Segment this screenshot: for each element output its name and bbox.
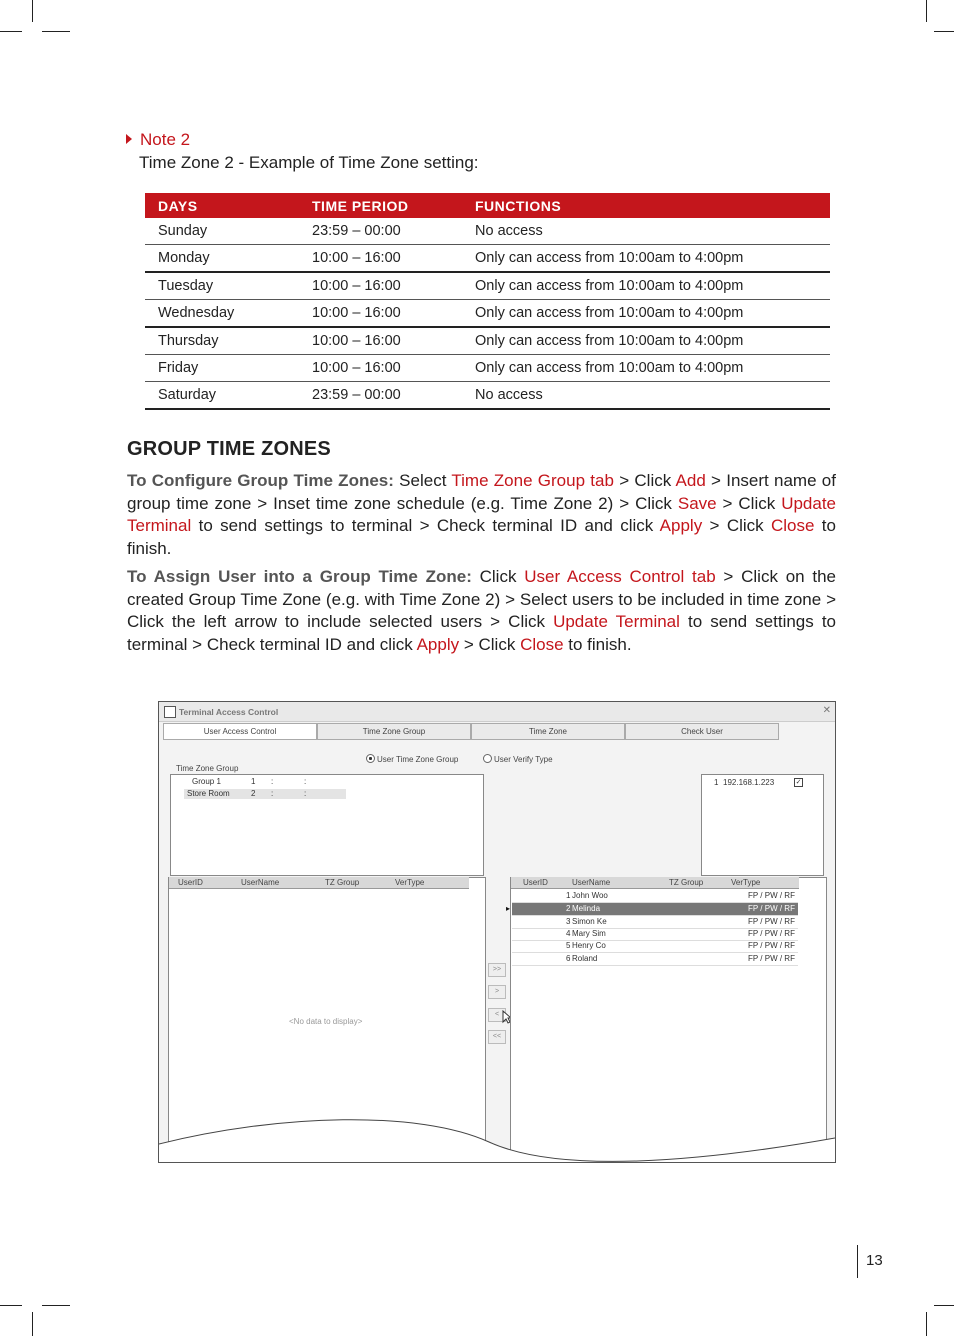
table-row[interactable]	[512, 890, 798, 903]
user-name: Melinda	[572, 904, 601, 913]
window-title: Terminal Access Control	[179, 707, 279, 717]
user-type: FP / PW / RF	[748, 904, 795, 913]
radio-label: User Verify Type	[494, 755, 553, 764]
user-type: FP / PW / RF	[748, 929, 795, 938]
row-pointer-icon: ▸	[506, 904, 511, 913]
move-all-left-button[interactable]: <<	[488, 1030, 506, 1044]
crop-mark	[926, 0, 927, 22]
user-name: Simon Ke	[572, 917, 607, 926]
table-row	[145, 218, 830, 245]
link-time-zone-group-tab: Time Zone Group tab	[451, 471, 614, 490]
link-close: Close	[771, 516, 815, 535]
col-header: UserName	[241, 878, 280, 887]
col-header: TZ Group	[325, 878, 360, 887]
group-name: Store Room	[187, 789, 230, 798]
user-id: 6	[566, 954, 571, 963]
link-update-terminal: Update Terminal	[553, 612, 680, 631]
link-add: Add	[675, 471, 706, 490]
col-header: VerType	[395, 878, 425, 887]
user-name: John Woo	[572, 891, 608, 900]
move-all-right-button[interactable]: >>	[488, 963, 506, 977]
window-title-bar	[159, 702, 835, 722]
table-row	[145, 300, 830, 328]
cell-period: 10:00 – 16:00	[299, 245, 462, 273]
table-row[interactable]	[512, 953, 798, 966]
table-header-row	[145, 193, 830, 218]
tab-time-zone[interactable]: Time Zone	[471, 723, 625, 740]
configure-paragraph	[127, 470, 836, 560]
note-label: Note 2	[140, 130, 191, 149]
cell-day: Sunday	[145, 218, 299, 245]
text: to finish.	[127, 516, 836, 558]
para-lead: To Configure Group Time Zones:	[127, 471, 394, 490]
user-name: Mary Sim	[572, 929, 606, 938]
assign-paragraph	[127, 566, 836, 656]
cell-function: Only can access from 10:00am to 4:00pm	[462, 272, 830, 300]
group-number: 2	[251, 789, 256, 798]
table-row	[145, 327, 830, 355]
user-id: 5	[566, 941, 571, 950]
text: to send settings to terminal > Check terminal ID and click	[127, 612, 837, 654]
user-type: FP / PW / RF	[748, 917, 795, 926]
group-start: :	[271, 777, 274, 786]
cell-period: 10:00 – 16:00	[299, 272, 462, 300]
terminal-list	[701, 774, 824, 876]
table-row	[145, 355, 830, 382]
col-header: TZ Group	[669, 878, 704, 887]
link-apply: Apply	[659, 516, 703, 535]
group-start: :	[271, 789, 274, 798]
group-end: :	[304, 777, 307, 786]
cell-day: Wednesday	[145, 300, 299, 328]
section-title: GROUP TIME ZONES	[127, 438, 331, 460]
table-row	[145, 245, 830, 273]
radio-label: User Time Zone Group	[377, 755, 459, 764]
cell-period: 10:00 – 16:00	[299, 300, 462, 328]
cell-day: Tuesday	[145, 272, 299, 300]
triangle-bullet-icon	[126, 134, 132, 144]
move-right-button[interactable]: >	[488, 985, 506, 999]
header-time-period: TIME PERIOD	[299, 193, 462, 218]
header-functions: FUNCTIONS	[462, 193, 830, 218]
no-data-message: <No data to display>	[289, 1017, 363, 1026]
cell-function: No access	[462, 218, 830, 245]
col-header: VerType	[731, 878, 761, 887]
cell-function: Only can access from 10:00am to 4:00pm	[462, 300, 830, 328]
header-days: DAYS	[145, 193, 299, 218]
table-row[interactable]	[506, 903, 798, 916]
radio-icon	[483, 754, 492, 763]
link-apply: Apply	[416, 634, 460, 654]
terminal-id: 1	[714, 778, 719, 787]
table-row[interactable]	[512, 940, 798, 953]
link-user-access-control-tab: User Access Control tab	[524, 567, 716, 586]
text: > Click	[716, 493, 782, 513]
text: > Click	[702, 516, 771, 535]
time-zone-table	[145, 193, 830, 410]
radio-selected-icon	[366, 754, 375, 763]
user-id: 4	[566, 929, 571, 938]
para-lead: To Assign User into a Group Time Zone:	[127, 567, 472, 586]
crop-mark	[42, 1305, 70, 1306]
text: > Click	[459, 634, 521, 654]
list-item[interactable]	[184, 777, 346, 787]
cell-day: Monday	[145, 245, 299, 273]
cell-period: 23:59 – 00:00	[299, 382, 462, 410]
link-save: Save	[677, 493, 717, 513]
text: to finish.	[563, 634, 632, 654]
tab-check-user[interactable]: Check User	[625, 723, 779, 740]
close-icon[interactable]: ✕	[822, 705, 831, 716]
user-id: 3	[566, 917, 571, 926]
text: Click	[471, 567, 525, 586]
crop-mark	[32, 1312, 33, 1336]
text: > Insert name of group time zone > Inset time zone schedule (e.g. Time Zone 2) > Click	[127, 471, 836, 513]
table-row	[145, 272, 830, 300]
crop-mark	[0, 31, 22, 32]
note-subtitle: Time Zone 2 - Example of Time Zone setting:	[139, 153, 479, 172]
col-header: UserName	[572, 878, 611, 887]
group-end: :	[304, 789, 307, 798]
tab-user-access-control[interactable]: User Access Control	[163, 723, 317, 740]
group-name: Group 1	[192, 777, 221, 786]
left-grid-header	[169, 877, 469, 889]
user-id: 2	[566, 904, 571, 913]
radio-user-time-zone-group[interactable]	[366, 754, 458, 764]
user-type: FP / PW / RF	[748, 954, 795, 963]
cell-function: Only can access from 10:00am to 4:00pm	[462, 327, 830, 355]
cell-function: Only can access from 10:00am to 4:00pm	[462, 355, 830, 382]
app-icon	[164, 706, 176, 718]
page-number-bar	[857, 1245, 858, 1278]
text: Select	[393, 471, 452, 490]
cell-day: Thursday	[145, 327, 299, 355]
group-number: 1	[251, 777, 256, 786]
col-header: UserID	[178, 878, 203, 887]
page-number: 13	[866, 1252, 883, 1269]
torn-edge-decoration	[159, 1102, 835, 1163]
list-item[interactable]	[184, 789, 346, 799]
group-box-label: Time Zone Group	[176, 764, 239, 773]
move-left-button[interactable]: <	[488, 1008, 506, 1022]
cell-function: No access	[462, 382, 830, 410]
terminal-access-window	[158, 701, 836, 1163]
link-close: Close	[520, 634, 564, 654]
col-header: UserID	[523, 878, 548, 887]
crop-mark	[32, 0, 33, 22]
crop-mark	[926, 1312, 927, 1336]
text: > Click on the created Group Time Zone (e.g. with Time Zone 2) > Select users to be included in time zone > Click the left arrow to include selected users > Click	[127, 567, 836, 631]
user-id: 1	[566, 891, 571, 900]
radio-user-verify-type[interactable]	[483, 754, 553, 764]
user-type: FP / PW / RF	[748, 891, 795, 900]
cell-period: 23:59 – 00:00	[299, 218, 462, 245]
crop-mark	[0, 1305, 22, 1306]
note-heading	[126, 130, 190, 150]
cell-function: Only can access from 10:00am to 4:00pm	[462, 245, 830, 273]
cell-day: Friday	[145, 355, 299, 382]
cell-day: Saturday	[145, 382, 299, 410]
cell-period: 10:00 – 16:00	[299, 355, 462, 382]
user-name: Roland	[572, 954, 598, 963]
text: to send settings to terminal > Check terminal ID and click	[191, 516, 660, 535]
right-grid-header	[511, 877, 799, 889]
cell-period: 10:00 – 16:00	[299, 327, 462, 355]
user-name: Henry Co	[572, 941, 606, 950]
terminal-checkbox[interactable]: ✓	[795, 779, 802, 786]
text: > Click	[613, 471, 676, 490]
crop-mark	[42, 31, 70, 32]
tab-time-zone-group[interactable]: Time Zone Group	[317, 723, 471, 740]
crop-mark	[934, 1305, 954, 1306]
terminal-ip: 192.168.1.223	[723, 778, 775, 787]
table-row	[145, 382, 830, 410]
link-update-terminal: Update Terminal	[127, 493, 837, 535]
user-type: FP / PW / RF	[748, 941, 795, 950]
time-zone-group-list	[170, 774, 484, 876]
crop-mark	[934, 31, 954, 32]
